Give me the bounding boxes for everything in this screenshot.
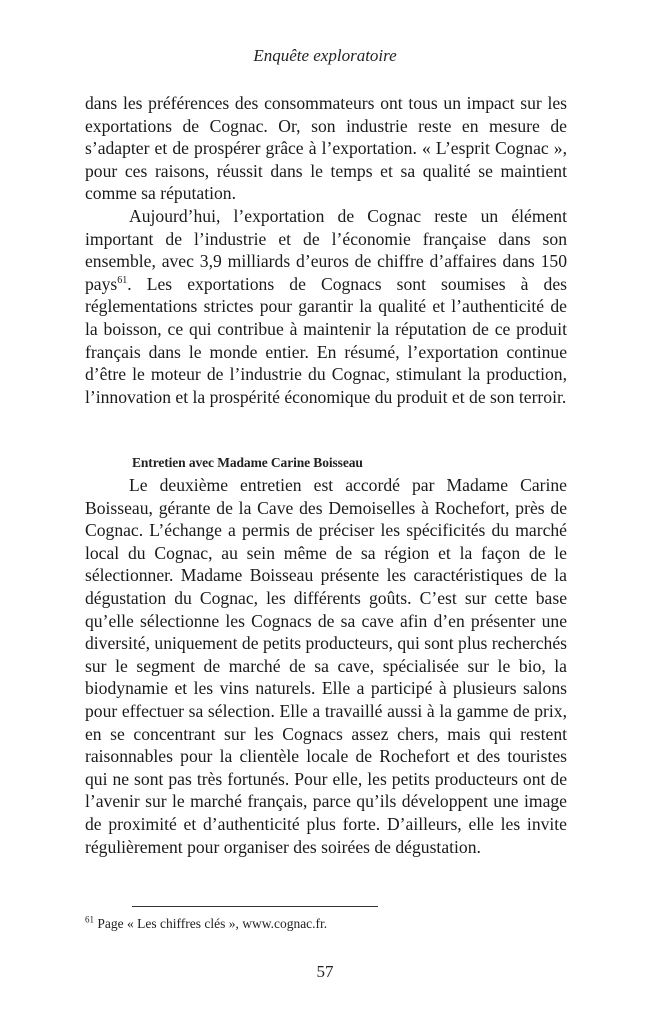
footnote-divider — [132, 906, 378, 907]
footnote — [85, 916, 567, 932]
paragraph-export-text-before-note: Aujourd’hui, l’exportation de Cognac reste un élément important de l’industrie et de l’économie française dans son ensemble, avec 3,9 milliards d’euros de chiffre d’affaires dans 150 pays — [85, 205, 567, 294]
body-text-top — [85, 92, 567, 408]
section-heading: Entretien avec Madame Carine Boisseau — [132, 455, 363, 470]
body-text-interview — [85, 474, 567, 858]
paragraph-export — [85, 205, 567, 408]
paragraph-continuation: dans les préférences des consommateurs ont tous un impact sur les exportations de Cognac. Or, son industrie reste en mesure de s’adapter et de prospérer grâce à l’exportation. « L’esprit Cognac », pour ces raisons, réussit dans le temps et sa qualité se maintient comme sa réputation. — [85, 93, 567, 204]
paragraph-interview: Le deuxième entretien est accordé par Madame Carine Boisseau, gérante de la Cave des Demoiselles à Rochefort, près de Cognac. L’échange a permis de préciser les spécificités du marché local du Cognac, au sein même de sa région et la façon de le sélectionner. Madame Boisseau présente les caractéristiques de la dégustation du Cognac, les différents goûts. C’est sur cette base qu’elle sélectionne les Cognacs de sa cave afin d’en présenter une diversité, uniquement de petits producteurs, qui sont plus recherchés sur le segment de marché de sa cave, spécialisée sur le bio, la biodynamie et les vins naturels. Elle a participé à plusieurs salons pour effectuer sa sélection. Elle a travaillé aussi à la gamme de prix, en se concentrant sur les Cognacs assez chers, mais qui restent raisonnables pour la clientèle locale de Rochefort et des touristes qui ne sont pas très fortunés. Pour elle, les petits producteurs ont de l’avenir sur le marché français, parce qu’ils développent une image de proximité et d’authenticité plus forte. D’ailleurs, elle les invite régulièrement pour organiser des soirées de dégustation. — [85, 475, 567, 857]
footnote-number: 61 — [85, 914, 94, 925]
page-number: 57 — [316, 962, 334, 981]
footnote-text: Page « Les chiffres clés », www.cognac.fr. — [97, 916, 328, 931]
footnote-reference[interactable]: 61 — [117, 274, 128, 286]
paragraph-export-text-after-note: . Les exportations de Cognacs sont soumises à des réglementations strictes pour garantir la qualité et l’authenticité de la boisson, ce qui contribue à maintenir la réputation de ce produit français dans le monde entier. En résumé, l’exportation continue d’être le moteur de l’industrie du Cognac, stimulant la production, l’innovation et la prospérité économique du produit et de son terroir. — [85, 273, 567, 407]
running-head: Enquête exploratoire — [253, 46, 397, 65]
